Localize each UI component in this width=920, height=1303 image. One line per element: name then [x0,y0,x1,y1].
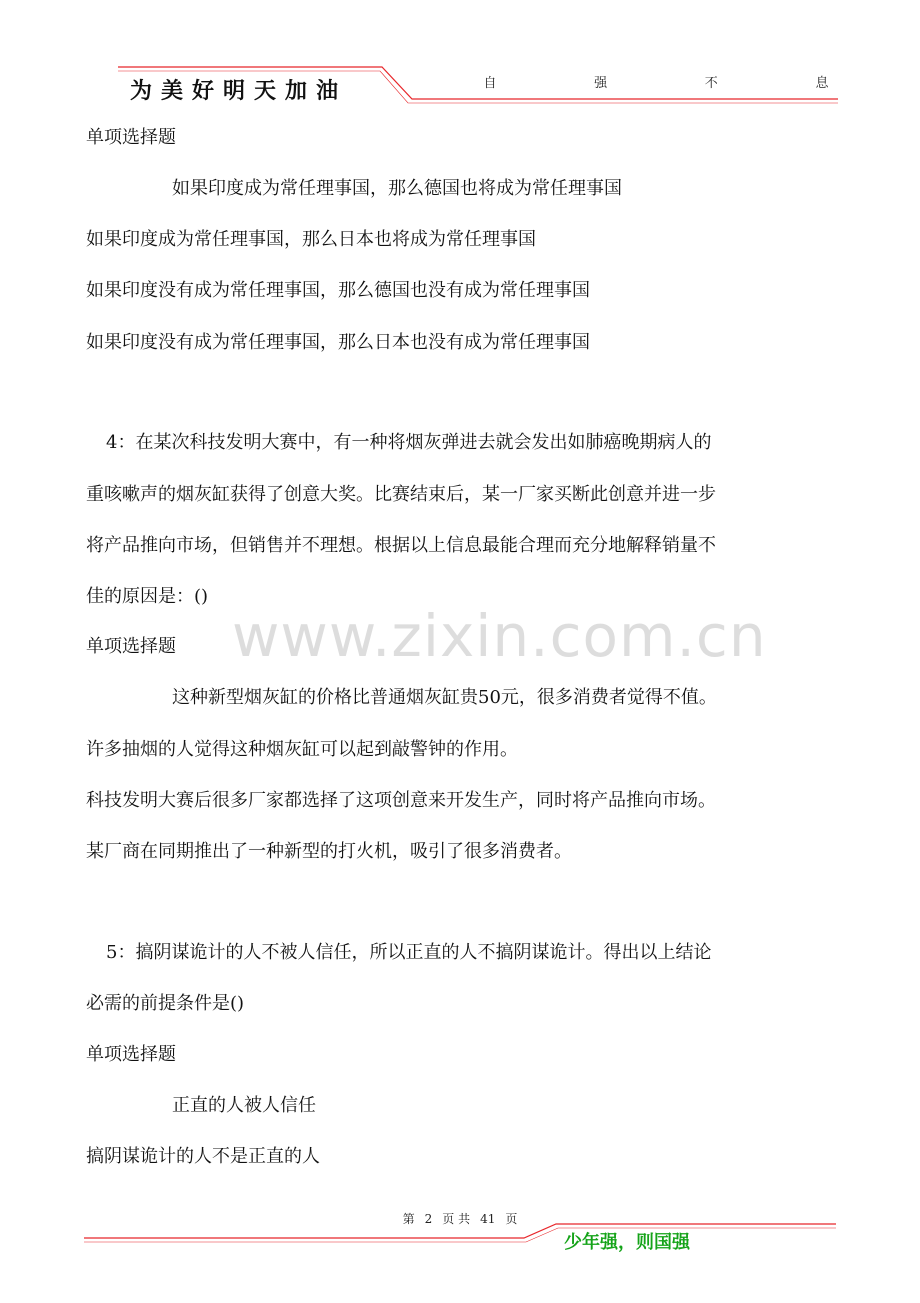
question-4-line: 4：在某次科技发明大赛中，有一种将烟灰弹进去就会发出如肺癌晚期病人的 [106,432,712,453]
question-4-line: 佳的原因是：() [86,586,209,607]
total-pages: 41 [480,1212,496,1226]
option-c: 科技发明大赛后很多厂家都选择了这项创意来开发生产，同时将产品推向市场。 [86,790,716,811]
question-type-label: 单项选择题 [86,1044,176,1065]
option-d: 某厂商在同期推出了一种新型的打火机，吸引了很多消费者。 [86,841,572,862]
header-motto-left: 为美好明天加油 [130,79,348,104]
question-4-line: 将产品推向市场，但销售并不理想。根据以上信息最能合理而充分地解释销量不 [86,535,716,556]
option-a: 这种新型烟灰缸的价格比普通烟灰缸贵50元，很多消费者觉得不值。 [172,687,717,708]
page-number: 2 [424,1212,433,1226]
page-prefix: 第 [402,1212,415,1226]
header-motto-right [470,72,842,91]
option-a: 如果印度成为常任理事国，那么德国也将成为常任理事国 [172,178,622,199]
question-4-line: 重咳嗽声的烟灰缸获得了创意大奖。比赛结束后，某一厂家买断此创意并进一步 [86,484,716,505]
page-mid: 页 共 [442,1212,471,1226]
option-b: 许多抽烟的人觉得这种烟灰缸可以起到敲警钟的作用。 [86,739,518,760]
watermark: www.zixin.com.cn [232,602,767,670]
option-c: 如果印度没有成为常任理事国，那么德国也没有成为常任理事国 [86,280,590,301]
question-5-line: 必需的前提条件是() [86,993,245,1014]
option-b: 如果印度成为常任理事国，那么日本也将成为常任理事国 [86,229,536,250]
footer-slogan: 少年强，则国强 [564,1232,690,1253]
option-b: 搞阴谋诡计的人不是正直的人 [86,1146,320,1167]
option-d: 如果印度没有成为常任理事国，那么日本也没有成为常任理事国 [86,332,590,353]
question-5-line: 5：搞阴谋诡计的人不被人信任，所以正直的人不搞阴谋诡计。得出以上结论 [106,942,712,963]
header-motto-char: 不 [704,76,718,91]
header-motto-char: 强 [594,76,608,91]
page-counter [0,1210,920,1227]
page-suffix: 页 [505,1212,518,1226]
question-type-label: 单项选择题 [86,127,176,148]
option-a: 正直的人被人信任 [172,1095,316,1116]
header-motto-char: 自 [483,76,497,91]
question-type-label: 单项选择题 [86,636,176,657]
header-motto-char: 息 [815,76,829,91]
